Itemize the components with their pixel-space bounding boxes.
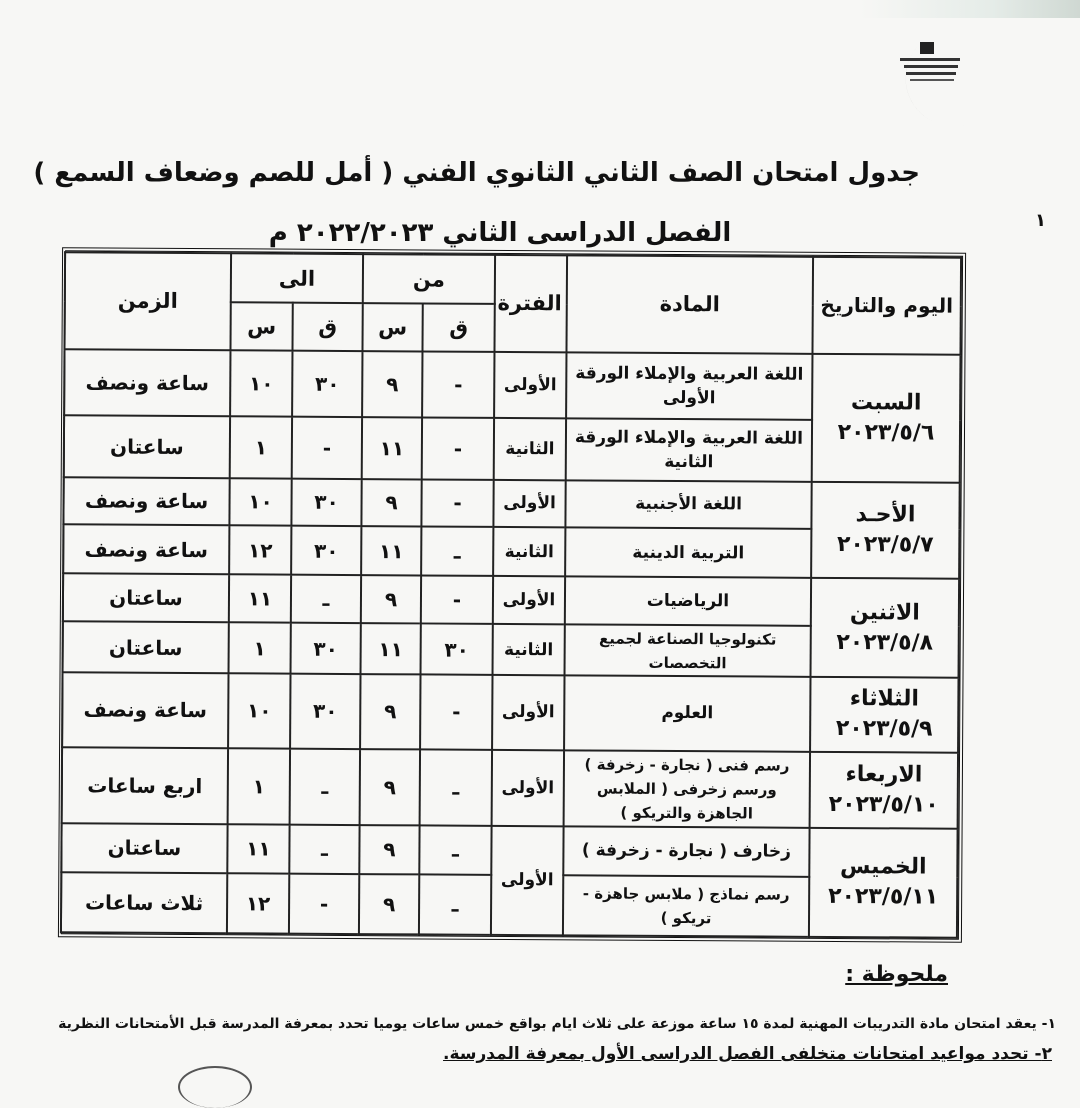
- page-corner-shadow: [860, 0, 1080, 18]
- header-day-date: اليوم والتاريخ: [812, 257, 961, 355]
- from-minute-cell: -: [421, 479, 493, 527]
- ministry-logo-icon: [860, 28, 980, 128]
- to-minute-cell: ٣٠: [291, 526, 361, 576]
- document-title: جدول امتحان الصف الثاني الثانوي الفني ( أمل للصم وضعاف السمع ): [33, 158, 920, 188]
- from-hour-cell: ٩: [361, 479, 421, 527]
- subject-cell: اللغة العربية والإملاء الورقة الثانية: [566, 418, 812, 481]
- subject-cell: رسم فنى ( نجارة - زخرفة ) ورسم زخرفى ( الملابس الجاهزة والتريكو ): [564, 750, 810, 828]
- to-hour-cell: ١٠: [230, 350, 292, 416]
- day-name: الخميس: [840, 854, 927, 880]
- period-cell: الأولى: [494, 352, 566, 418]
- day-name: السبت: [850, 389, 922, 416]
- header-to: الى: [231, 253, 363, 303]
- period-cell: الأولى: [493, 576, 565, 624]
- to-hour-cell: ١١: [229, 575, 291, 623]
- header-to-hour: س: [230, 303, 292, 351]
- stamp-partial: [178, 1066, 252, 1108]
- duration-cell: ساعتان: [64, 415, 230, 478]
- period-cell: الثانية: [494, 418, 566, 480]
- subject-cell: تكنولوجيا الصناعة لجميع التخصصات: [565, 624, 811, 677]
- duration-cell: ثلاث ساعات: [61, 872, 227, 933]
- document-subtitle: الفصل الدراسى الثاني ٢٠٢٢/٢٠٢٣ م: [268, 218, 732, 248]
- to-hour-cell: ١: [228, 748, 290, 825]
- table-row: [64, 349, 960, 420]
- day-date: ٢٠٢٣/٥/١١: [828, 884, 939, 910]
- header-from: من: [363, 254, 495, 304]
- to-minute-cell: ٣٠: [290, 674, 360, 749]
- from-hour-cell: ٩: [360, 749, 420, 826]
- header-subject: المادة: [566, 255, 813, 353]
- to-minute-cell: ٣٠: [292, 350, 362, 416]
- duration-cell: ساعتان: [61, 823, 227, 873]
- duration-cell: ساعة ونصف: [63, 477, 229, 525]
- to-hour-cell: ١: [229, 622, 291, 674]
- from-minute-cell: ٣٠: [421, 623, 493, 675]
- duration-cell: ساعتان: [63, 574, 229, 622]
- exam-schedule-table: [60, 251, 962, 938]
- day-name: الثلاثاء: [849, 686, 920, 712]
- to-hour-cell: ١٠: [229, 478, 291, 526]
- table-row: [62, 673, 958, 753]
- header-duration: الزمن: [64, 252, 231, 350]
- to-hour-cell: ١٠: [228, 674, 290, 749]
- table-row: [63, 477, 959, 530]
- to-minute-cell: ـ: [290, 748, 360, 825]
- day-date: ٢٠٢٣/٥/١٠: [828, 791, 939, 818]
- duration-cell: ساعة ونصف: [62, 673, 228, 748]
- to-minute-cell: -: [292, 416, 362, 478]
- note-item: ١- يعقد امتحان مادة التدريبات المهنية لمدة ١٥ ساعة موزعة على ثلاث ايام بواقع خمس ساعات يوميا تحدد بمعرفة المدرسة قبل الأمتحانات النظرية: [58, 1016, 1056, 1032]
- from-hour-cell: ٩: [359, 825, 419, 875]
- day-cell-thursday: [809, 828, 958, 938]
- day-date: ٢٠٢٣/٥/٦: [837, 419, 935, 446]
- from-minute-cell: ـ: [419, 825, 491, 875]
- period-cell: الأولى: [491, 826, 564, 936]
- period-cell: الأولى: [492, 749, 564, 826]
- to-minute-cell: ٣٠: [291, 622, 361, 674]
- period-cell: الثانية: [493, 624, 565, 676]
- duration-cell: ساعتان: [63, 621, 229, 674]
- exam-schedule-frame: [58, 247, 966, 943]
- period-cell: الأولى: [492, 675, 564, 750]
- table-row: [63, 574, 959, 627]
- from-hour-cell: ١١: [362, 417, 422, 479]
- subject-cell: التربية الدينية: [565, 527, 811, 578]
- notes-heading: ملحوظة :: [845, 962, 948, 987]
- duration-cell: ساعة ونصف: [63, 524, 229, 574]
- from-hour-cell: ١١: [361, 526, 421, 576]
- duration-cell: اربع ساعات: [62, 747, 228, 824]
- to-minute-cell: -: [289, 874, 359, 934]
- day-name: الاربعاء: [845, 761, 923, 788]
- page-number: ١: [1035, 210, 1046, 231]
- subject-cell: اللغة العربية والإملاء الورقة الأولى: [566, 352, 812, 419]
- day-date: ٢٠٢٣/٥/٩: [835, 716, 933, 742]
- from-hour-cell: ٩: [360, 674, 420, 749]
- from-minute-cell: ـ: [420, 749, 492, 826]
- from-minute-cell: -: [422, 417, 494, 479]
- period-cell: الأولى: [493, 479, 565, 527]
- day-date: ٢٠٢٣/٥/٨: [836, 629, 934, 656]
- subject-cell: رسم نماذج ( ملابس جاهزة - تريكو ): [563, 876, 809, 937]
- header-period: الفترة: [494, 255, 567, 352]
- to-minute-cell: ـ: [291, 575, 361, 623]
- duration-cell: ساعة ونصف: [64, 349, 230, 416]
- from-hour-cell: ١١: [361, 623, 421, 675]
- from-hour-cell: ٩: [359, 874, 419, 934]
- to-minute-cell: ٣٠: [291, 478, 361, 526]
- subject-cell: زخارف ( نجارة - زخرفة ): [563, 826, 809, 877]
- from-hour-cell: ٩: [361, 576, 421, 624]
- day-cell-tuesday: [810, 677, 958, 752]
- day-cell-wednesday: [810, 751, 958, 828]
- subject-cell: العلوم: [564, 676, 810, 752]
- header-from-hour: س: [362, 304, 422, 352]
- to-minute-cell: ـ: [289, 824, 359, 874]
- to-hour-cell: ١٢: [229, 525, 291, 575]
- from-minute-cell: -: [422, 351, 494, 417]
- note-item: ٢- تحدد مواعيد امتحانات متخلفى الفصل الدراسى الأول بمعرفة المدرسة.: [443, 1044, 1052, 1064]
- from-hour-cell: ٩: [362, 351, 422, 417]
- to-hour-cell: ١١: [227, 824, 289, 874]
- day-cell-saturday: [812, 354, 961, 483]
- day-name: الاثنين: [849, 599, 920, 626]
- to-hour-cell: ١٢: [227, 873, 289, 933]
- header-from-minute: ق: [422, 304, 494, 352]
- from-minute-cell: ـ: [419, 875, 491, 935]
- table-row: [62, 747, 958, 829]
- subject-cell: اللغة الأجنبية: [565, 480, 811, 529]
- day-date: ٢٠٢٣/٥/٧: [836, 532, 934, 558]
- from-minute-cell: ـ: [421, 526, 493, 576]
- from-minute-cell: -: [420, 675, 492, 750]
- subject-cell: الرياضيات: [565, 577, 811, 626]
- table-row: [61, 823, 957, 878]
- day-cell-sunday: [811, 481, 960, 579]
- header-row: [65, 252, 961, 307]
- header-to-minute: ق: [292, 303, 362, 351]
- from-minute-cell: -: [421, 576, 493, 624]
- day-name: الأحـد: [855, 502, 916, 528]
- period-cell: الثانية: [493, 527, 565, 577]
- day-cell-monday: [811, 578, 960, 678]
- to-hour-cell: ١: [230, 416, 292, 478]
